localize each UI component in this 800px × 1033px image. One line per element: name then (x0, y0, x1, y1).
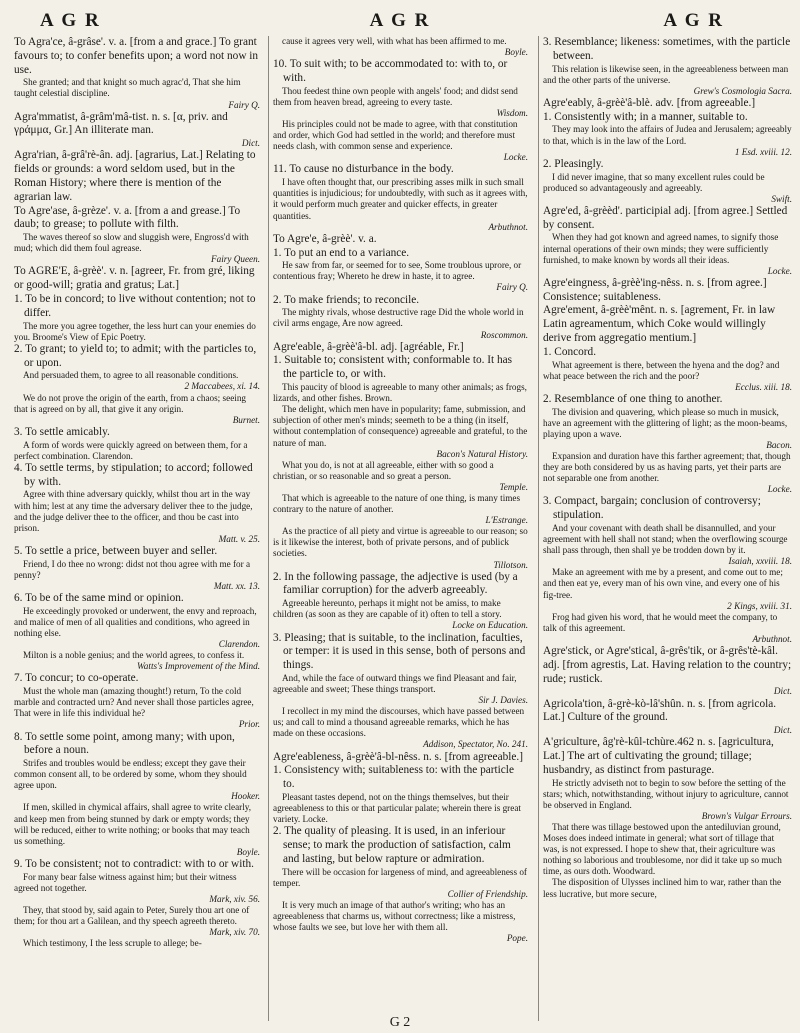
citation: Burnet. (232, 414, 260, 425)
definition-sense: 8. To settle some point, among many; with upon, before a noun. (14, 730, 235, 757)
citation: Boyle. (236, 846, 260, 857)
citation: Matt. xx. 13. (213, 580, 260, 591)
dictionary-entry: Agra'rian, â-grâ'rè-ân. adj. [agrarius, Lat.] Relating to fields or grounds: a word seldom used, but in the Roman History; where there is mention of the agrarian law. (14, 149, 256, 203)
dictionary-entry: A'griculture, âg'rè-kûl-tchùre.462 n. s. [agricultura, Lat.] The art of cultivating the ground; tillage; husbandry, as distinct from pasturage. (543, 736, 774, 776)
quotation: Agreeable hereunto, perhaps it might not be amiss, to make children (as soon as they are capable of it) often to tell a story. (273, 598, 502, 620)
quotation: It is very much an image of that author's writing; who has an agreeableness that charms us, without correctness; like a mistress, whose faults we see, but love her with them all. (273, 899, 516, 933)
column-middle (268, 36, 530, 1021)
definition-sense: 2. To make friends; to reconcile. (273, 293, 420, 306)
citation: Watts's Improvement of the Mind. (136, 661, 260, 672)
signature-mark: G 2 (389, 1015, 411, 1030)
citation: Bacon's Natural History. (436, 448, 528, 459)
citation: Roscommon. (480, 329, 528, 340)
quotation: We do not prove the origin of the earth, from a chaos; seeing that is agreed on by all, that give it any origin. (14, 392, 247, 414)
quotation: Strifes and troubles would be endless; except they gave their common consent all, to be ordered by some, whom they should agree upon. (14, 758, 247, 791)
citation: 2 Maccabees, xi. 14. (184, 381, 260, 392)
dictionary-entry: Agre'eably, â-grèè'â-blè. adv. [from agreeable.] (543, 96, 756, 109)
dictionary-entry: To AGRE'E, â-grèè'. v. n. [agreer, Fr. from gré, liking or good-will; gratia and gratus; Lat.] (14, 265, 255, 292)
quotation: Agree with thine adversary quickly, whilst thou art in the way with him; lest at any time the adversary deliver thee to the judge, and the judge deliver thee to the officer, and thou be cast into prison. (14, 489, 253, 533)
dictionary-entry: Agricola'tion, â-grè-kò-lâ'shûn. n. s. [from agricola. Lat.] Culture of the ground. (543, 697, 777, 724)
citation: Prior. (238, 719, 260, 730)
quotation: What you do, is not at all agreeable, either with so good a christian, or so reasonable and so great a person. (273, 459, 494, 481)
quotation: There will be occasion for largeness of mind, and agreeableness of temper. (273, 866, 527, 888)
quotation: A form of words were quickly agreed on between them, for a perfect combination. Clarendon. (14, 439, 248, 461)
quotation: Thou feedest thine own people with angels' food; and didst send them from heaven bread, agreeing to every taste. (273, 85, 518, 107)
definition-sense: 5. To settle a price, between buyer and seller. (14, 544, 218, 557)
quotation: Milton is a noble genius; and the world agrees, to confess it. (23, 650, 245, 661)
citation: Bacon. (766, 439, 792, 450)
citation: Mark, xiv. 70. (209, 927, 260, 938)
definition-sense: 3. Pleasing; that is suitable, to the inclination, faculties, or temper: it is used in this sense, both of persons and things. (273, 631, 526, 672)
definition-sense: 1. To put an end to a variance. (273, 246, 410, 259)
definition-sense: 3. Resemblance; likeness: sometimes, with the particle between. (543, 36, 791, 62)
header-right: A G R (663, 10, 724, 31)
quotation: What agreement is there, between the hyena and the dog? and what peace between the rich and the poor? (543, 359, 780, 381)
citation: Ecclus. xiii. 18. (735, 381, 792, 392)
citation: 2 Kings, xviii. 31. (727, 600, 792, 611)
quotation: cause it agrees very well, with what has been affirmed to me. (282, 36, 507, 46)
quotation: He saw from far, or seemed for to see, Some troublous uprore, or contentious fray; Whereto he drew in haste, it to agree. (273, 260, 522, 282)
definition-sense: 1. Consistently with; in a manner, suitable to. (543, 110, 748, 123)
quotation: Expansion and duration have this farther agreement; that, though they are both considered by us as having parts, yet their parts are not separable one from another. (543, 451, 791, 484)
dictionary-entry: Agre'eableness, â-grèè'â-bl-nêss. n. s. [from agreeable.] (273, 750, 523, 763)
citation: Tillotson. (493, 559, 528, 570)
definition-sense: 2. The quality of pleasing. It is used, in an inferiour sense; to mark the production of satisfaction, calm and lasting, but below rapture or admiration. (273, 825, 511, 865)
definition-sense: 6. To be of the same mind or opinion. (14, 591, 184, 604)
definition-sense: 4. To settle terms, by stipulation; to accord; followed by with. (14, 461, 253, 488)
quotation: That there was tillage bestowed upon the antediluvian ground, Moses does indeed intimate in general; what sort of tillage that was, is not expressed. I hope to shew that, their agriculture was nothing so laborious and troublesome, nor did it take up so much time, as ours doth. Woodward. (543, 821, 782, 877)
dictionary-entry: Agre'eable, â-grèè'â-bl. adj. [agréable, Fr.] (273, 340, 464, 353)
quotation: The mighty rivals, whose destructive rage Did the whole world in civil arms engage, Are now agreed. (273, 307, 524, 329)
quotation: Friend, I do thee no wrong: didst not thou agree with me for a penny? (14, 558, 251, 580)
quotation: As the practice of all piety and virtue is agreeable to our reason; so is it likewise the interest, both of private persons, and of publick societies. (273, 526, 528, 559)
definition-sense: 1. Consistency with; suitableness to: with the particle to. (273, 764, 514, 791)
citation: Clarendon. (218, 639, 260, 650)
citation: Fairy Q. (496, 282, 528, 293)
quotation: I have often thought that, our prescribing asses milk in such small quantities is injudicious; for undoubtedly, with such as it agrees with, it would perform much greater and quicker effects, in greater quantities. (273, 177, 528, 221)
definition-sense: 1. Suitable to; consistent with; conformable to. It has the particle to, or with. (273, 354, 513, 381)
citation: Isaiah, xxviii. 18. (728, 556, 792, 567)
quotation: If men, skilled in chymical affairs, shall agree to write clearly, and keep men from being stunned by dark or empty words; they will be reduced, either to write nothing; or books that may teach us something. (14, 802, 252, 846)
citation: L'Estrange. (485, 515, 528, 526)
citation: 1 Esd. xviii. 12. (734, 146, 792, 157)
citation: Brown's Vulgar Errours. (701, 810, 792, 821)
citation: Fairy Q. (228, 99, 260, 110)
running-header (14, 8, 786, 34)
quotation: The delight, which men have in popularity; fame, submission, and subjection of other men's minds; seemeth to be a thing (in itself, without contemplation of consequence) agreeable and grateful, to the nature of man. (273, 404, 528, 448)
citation: Collier of Friendship. (447, 888, 528, 899)
definition-sense: 2. Resemblance of one thing to another. (543, 392, 723, 405)
header-left: A G R (40, 10, 101, 31)
citation: Temple. (499, 481, 528, 492)
dictionary-entry: Agre'eingness, â-grèè'ing-nêss. n. s. [from agree.] Consistence; suitableness. (543, 276, 767, 303)
citation: Arbuthnot. (752, 633, 792, 644)
definition-sense: 9. To be consistent; not to contradict: with to or with. (14, 857, 254, 870)
citation: Hooker. (231, 791, 260, 802)
quotation: The waves thereof so slow and sluggish were, Engross'd with mud; which did them foul agrease. (14, 232, 249, 254)
quotation: And, while the face of outward things we find Pleasant and fair, agreeable and sweet; These things transport. (273, 672, 517, 694)
definition-sense: 2. To grant; to yield to; to admit; with the particles to, or upon. (14, 342, 257, 369)
quotation: This paucity of blood is agreeable to many other animals; as frogs, lizards, and other fishes. Brown. (273, 382, 527, 404)
quotation: Pleasant tastes depend, not on the things themselves, but their agreeableness to this or that particular palate; wherein there is great variety. Locke. (273, 791, 521, 825)
dictionary-entry: To Agre'e, â-grèè'. v. a. (273, 232, 377, 245)
definition-sense: 3. Compact, bargain; conclusion of controversy; stipulation. (543, 495, 761, 522)
quotation: I did never imagine, that so many excellent rules could be produced so advantageously and agreeably. (543, 171, 765, 193)
quotation: She granted; and that knight so much agrac'd, That she him taught celestial discipline. (14, 77, 241, 99)
quotation: They may look into the affairs of Judea and Jerusalem; agreeably to that, which is in the law of the Lord. (543, 124, 792, 146)
quotation: For many bear false witness against him; but their witness agreed not together. (14, 871, 237, 893)
quotation: Must the whole man (amazing thought!) return, To the cold marble and contracted urn? And never shall those particles agree, That were in life this individual he? (14, 686, 254, 719)
quotation: They, that stood by, said again to Peter, Surely thou art one of them; for thou art a Galilean, and thy speech agreeth thereto. (14, 905, 250, 927)
dictionary-entry: To Agre'ase, â-grèze'. v. a. [from a and grease.] To daub; to grease; to pollute with filth. (14, 204, 241, 231)
dictionary-entry: Agre'stick, or Agre'stical, â-grês'tik, or â-grês'tè-kâl. adj. [from agrestis, Lat. Having relation to the country; rude; rustick. (543, 645, 792, 685)
quotation: His principles could not be made to agree, with that constitution and order, which God had settled in the world; and therefore must needs clash, with common sense and experience. (273, 119, 518, 152)
dictionary-entry: Agra'mmatist, â-grâm'mâ-tist. n. s. [α, priv. and γράμμα, Gr.] An illiterate man. (14, 110, 228, 137)
citation: Grew's Cosmologia Sacra. (693, 85, 792, 96)
quotation: Frog had given his word, that he would meet the company, to talk of this agreement. (543, 611, 778, 633)
citation: Fairy Queen. (211, 254, 260, 265)
dictionary-entry: Agre'ement, â-grèè'mênt. n. s. [agrement, Fr. in law Latin agreamentum, which Coke would willingly derive from aggregatio mentium.] (543, 304, 776, 344)
citation: Dict. (773, 725, 792, 736)
quotation: That which is agreeable to the nature of one thing, is many times contrary to the nature of another. (273, 492, 521, 515)
definition-sense: 1. To be in concord; to live without contention; not to differ. (14, 293, 256, 319)
quotation: This relation is likewise seen, in the agreeableness between man and the other parts of the universe. (543, 63, 789, 85)
definition-sense: 3. To settle amicably. (14, 425, 110, 438)
citation: Locke. (767, 265, 792, 276)
dictionary-entry: To Agra'ce, â-grâse'. v. a. [from a and grace.] To grant favours to; to confer benefits upon; a word not now in use. (14, 36, 259, 76)
quotation: The more you agree together, the less hurt can your enemies do you. Broome's View of Epic Poetry. (14, 320, 256, 342)
quotation: He exceedingly provoked or underwent, the envy and reproach, and malice of men of all qualities and conditions, who agreed in nothing else. (14, 605, 257, 638)
citation: Boyle. (504, 47, 528, 58)
dictionary-entry: Agre'ed, â-grèèd'. participial adj. [from agree.] Settled by consent. (543, 204, 788, 231)
definition-sense: 1. Concord. (543, 345, 597, 358)
citation: Mark, xiv. 56. (209, 893, 260, 904)
citation: Locke. (767, 484, 792, 495)
citation: Locke. (503, 152, 528, 163)
quotation: And your covenant with death shall be disannulled, and your agreement with hell shall not stand; when the overflowing scourge shall pass through, then shall ye be trodden down by it. (543, 523, 788, 556)
definition-sense: 2. In the following passage, the adjective is used (by a familiar corruption) for the adverb agreeably. (273, 570, 518, 597)
definition-sense: 7. To concur; to co-operate. (14, 672, 139, 685)
definition-sense: 11. To cause no disturbance in the body. (273, 163, 454, 176)
citation: Swift. (771, 193, 792, 204)
quotation: The division and quavering, which please so much in musick, have an agreement with the glittering of light; as the moon-beams, playing upon a wave. (543, 406, 788, 439)
definition-sense: 10. To suit with; to be accommodated to: with to, or with. (273, 58, 508, 84)
quotation: The disposition of Ulysses inclined him to war, rather than the less lucrative, but more secure, (543, 877, 782, 899)
quotation: He strictly adviseth not to begin to sow before the setting of the stars; which, notwithstanding, without injury to agriculture, cannot be observed in England. (543, 777, 789, 810)
citation: Locke on Education. (452, 620, 528, 631)
quotation: I recollect in my mind the discourses, which have passed between us; and call to mind a thousand agreeable remarks, which he has made on these occasions. (273, 706, 525, 739)
quotation: And persuaded them, to agree to all reasonable conditions. (23, 370, 239, 381)
citation: Dict. (773, 686, 792, 697)
citation: Sir J. Davies. (478, 695, 528, 706)
quotation: Which testimony, I the less scruple to allege; be- (23, 938, 202, 949)
column-right (538, 36, 792, 1021)
header-center: A G R (369, 10, 431, 31)
column-left (14, 36, 260, 1021)
definition-sense: 2. Pleasingly. (543, 157, 604, 170)
citation: Addison, Spectator, No. 241. (423, 739, 528, 750)
quotation: When they had got known and agreed names, to signify those internal operations of their own minds; they were sufficiently furnished, to make known by words all their ideas. (543, 232, 779, 265)
citation: Wisdom. (496, 107, 528, 118)
citation: Dict. (241, 138, 260, 149)
citation: Pope. (506, 933, 528, 944)
citation: Matt. v. 25. (218, 533, 260, 544)
quotation: Make an agreement with me by a present, and come out to me; and then eat ye, every man of his own vine, and every one of his fig-tree. (543, 567, 783, 600)
citation: Arbuthnot. (488, 221, 528, 232)
